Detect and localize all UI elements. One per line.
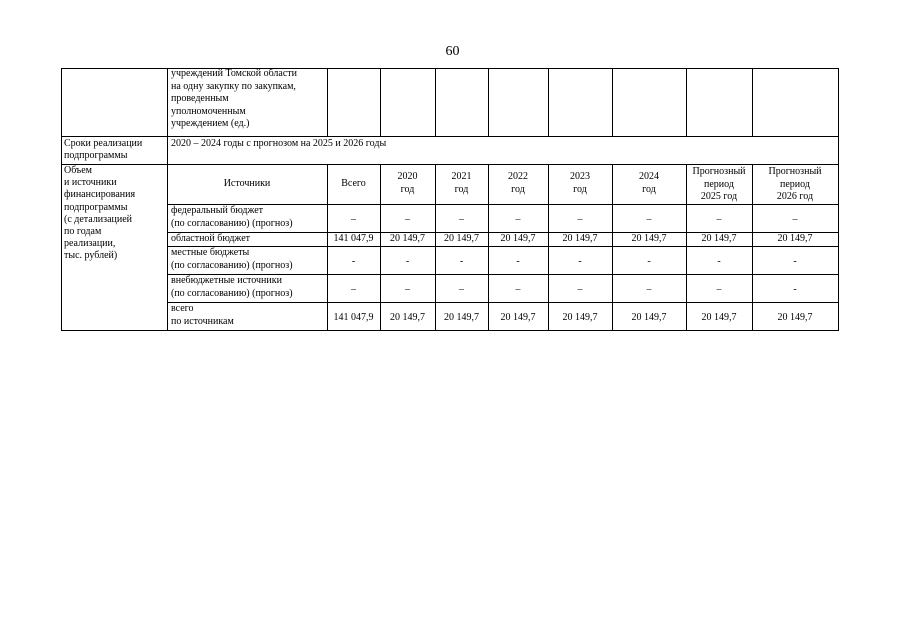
- header-year: 2023: [570, 171, 590, 182]
- value-cell: -: [717, 256, 721, 267]
- value-cell: 20 149,7: [777, 233, 813, 244]
- value-cell: 20 149,7: [500, 312, 536, 323]
- value-cell: –: [459, 214, 464, 225]
- header-year: период: [704, 178, 734, 190]
- funding-label: по годам: [64, 226, 102, 237]
- table-border-bottom: [61, 330, 839, 331]
- funding-label: финансирования: [64, 189, 136, 201]
- header-year: Прогнозный: [768, 166, 822, 177]
- funding-label: реализации,: [64, 238, 116, 250]
- terms-label: Сроки реализации: [64, 138, 143, 149]
- funding-label: Объем: [64, 165, 92, 176]
- terms-value: 2020 – 2024 годы с прогнозом на 2025 и 2026 годы: [171, 138, 387, 149]
- header-year: Прогнозный: [692, 166, 746, 177]
- value-cell: 20 149,7: [631, 312, 667, 323]
- source-label: всего: [171, 303, 194, 314]
- value-cell: –: [351, 284, 356, 295]
- value-cell: 20 149,7: [631, 233, 667, 244]
- row-divider: [61, 164, 838, 165]
- header-year: год: [454, 183, 469, 195]
- source-label: федеральный бюджет: [171, 205, 264, 216]
- value-cell: –: [405, 214, 410, 225]
- value-cell: –: [646, 214, 652, 225]
- indicator-text: проведенным: [171, 93, 229, 105]
- column-divider: [488, 68, 489, 136]
- header-year: год: [642, 183, 656, 195]
- value-cell: 141 047,9: [333, 233, 374, 244]
- indicator-text: учреждений Томской области: [171, 68, 298, 79]
- value-cell: -: [578, 256, 582, 267]
- value-cell: –: [716, 214, 722, 225]
- value-cell: –: [515, 214, 521, 225]
- source-label: (по согласованию) (прогноз): [171, 287, 293, 299]
- value-cell: -: [793, 256, 797, 267]
- column-divider: [752, 68, 753, 136]
- value-cell: 20 149,7: [562, 233, 598, 244]
- column-divider: [435, 68, 436, 136]
- source-label: областной бюджет: [171, 233, 251, 244]
- row-divider: [61, 136, 838, 137]
- source-label: по источникам: [171, 315, 234, 327]
- value-cell: 20 149,7: [500, 233, 536, 244]
- value-cell: –: [792, 214, 798, 225]
- funding-label: (с детализацией: [64, 213, 133, 225]
- row-divider: [167, 246, 838, 247]
- row-divider: [167, 302, 838, 303]
- value-cell: -: [516, 256, 520, 267]
- header-year: период: [780, 178, 810, 190]
- column-divider: [167, 68, 168, 330]
- value-cell: –: [646, 284, 652, 295]
- value-cell: -: [459, 256, 464, 267]
- header-year: год: [511, 183, 525, 195]
- column-divider: [612, 68, 613, 136]
- header-year: 2025 год: [700, 191, 738, 202]
- column-divider: [686, 68, 687, 136]
- value-cell: 20 149,7: [701, 233, 737, 244]
- source-label: местные бюджеты: [171, 247, 250, 258]
- header-total: Всего: [341, 178, 366, 189]
- header-year: год: [573, 183, 587, 195]
- value-cell: –: [351, 214, 356, 225]
- source-label: (по согласованию) (прогноз): [171, 217, 293, 229]
- header-year: 2020: [397, 171, 418, 182]
- value-cell: –: [716, 284, 722, 295]
- value-cell: 20 149,7: [390, 233, 425, 244]
- value-cell: 20 149,7: [777, 312, 813, 323]
- column-divider: [327, 68, 328, 136]
- value-cell: –: [577, 214, 583, 225]
- source-label: внебюджетные источники: [171, 275, 282, 286]
- value-cell: -: [793, 284, 797, 295]
- value-cell: 20 149,7: [390, 312, 425, 323]
- table-border-right: [838, 68, 839, 330]
- value-cell: –: [515, 284, 521, 295]
- table-border-left: [61, 68, 62, 330]
- indicator-text: учреждением (ед.): [171, 118, 250, 130]
- value-cell: 20 149,7: [444, 233, 479, 244]
- value-cell: -: [647, 256, 651, 267]
- value-cell: –: [459, 284, 464, 295]
- column-divider: [548, 68, 549, 136]
- page-number: 60: [445, 44, 460, 59]
- row-divider: [167, 204, 838, 205]
- value-cell: 141 047,9: [333, 312, 374, 323]
- terms-label: подпрограммы: [64, 150, 128, 161]
- value-cell: 20 149,7: [701, 312, 737, 323]
- value-cell: –: [577, 284, 583, 295]
- value-cell: 20 149,7: [444, 312, 479, 323]
- header-year: 2024: [639, 171, 659, 182]
- indicator-text: уполномоченным: [171, 105, 246, 117]
- header-year: 2022: [508, 171, 528, 182]
- value-cell: 20 149,7: [562, 312, 598, 323]
- funding-label: тыс. рублей): [64, 250, 118, 262]
- header-year: 2026 год: [776, 191, 814, 202]
- header-year: 2021: [451, 171, 472, 182]
- value-cell: -: [351, 256, 356, 267]
- passport-table: [61, 68, 838, 330]
- column-divider: [380, 68, 381, 136]
- funding-label: подпрограммы: [64, 201, 128, 213]
- header-sources: Источники: [223, 178, 271, 189]
- value-cell: –: [405, 284, 410, 295]
- value-cell: -: [405, 256, 410, 267]
- indicator-text: на одну закупку по закупкам,: [171, 80, 296, 92]
- header-year: год: [400, 183, 415, 195]
- source-label: (по согласованию) (прогноз): [171, 259, 293, 271]
- funding-label: и источники: [64, 177, 117, 189]
